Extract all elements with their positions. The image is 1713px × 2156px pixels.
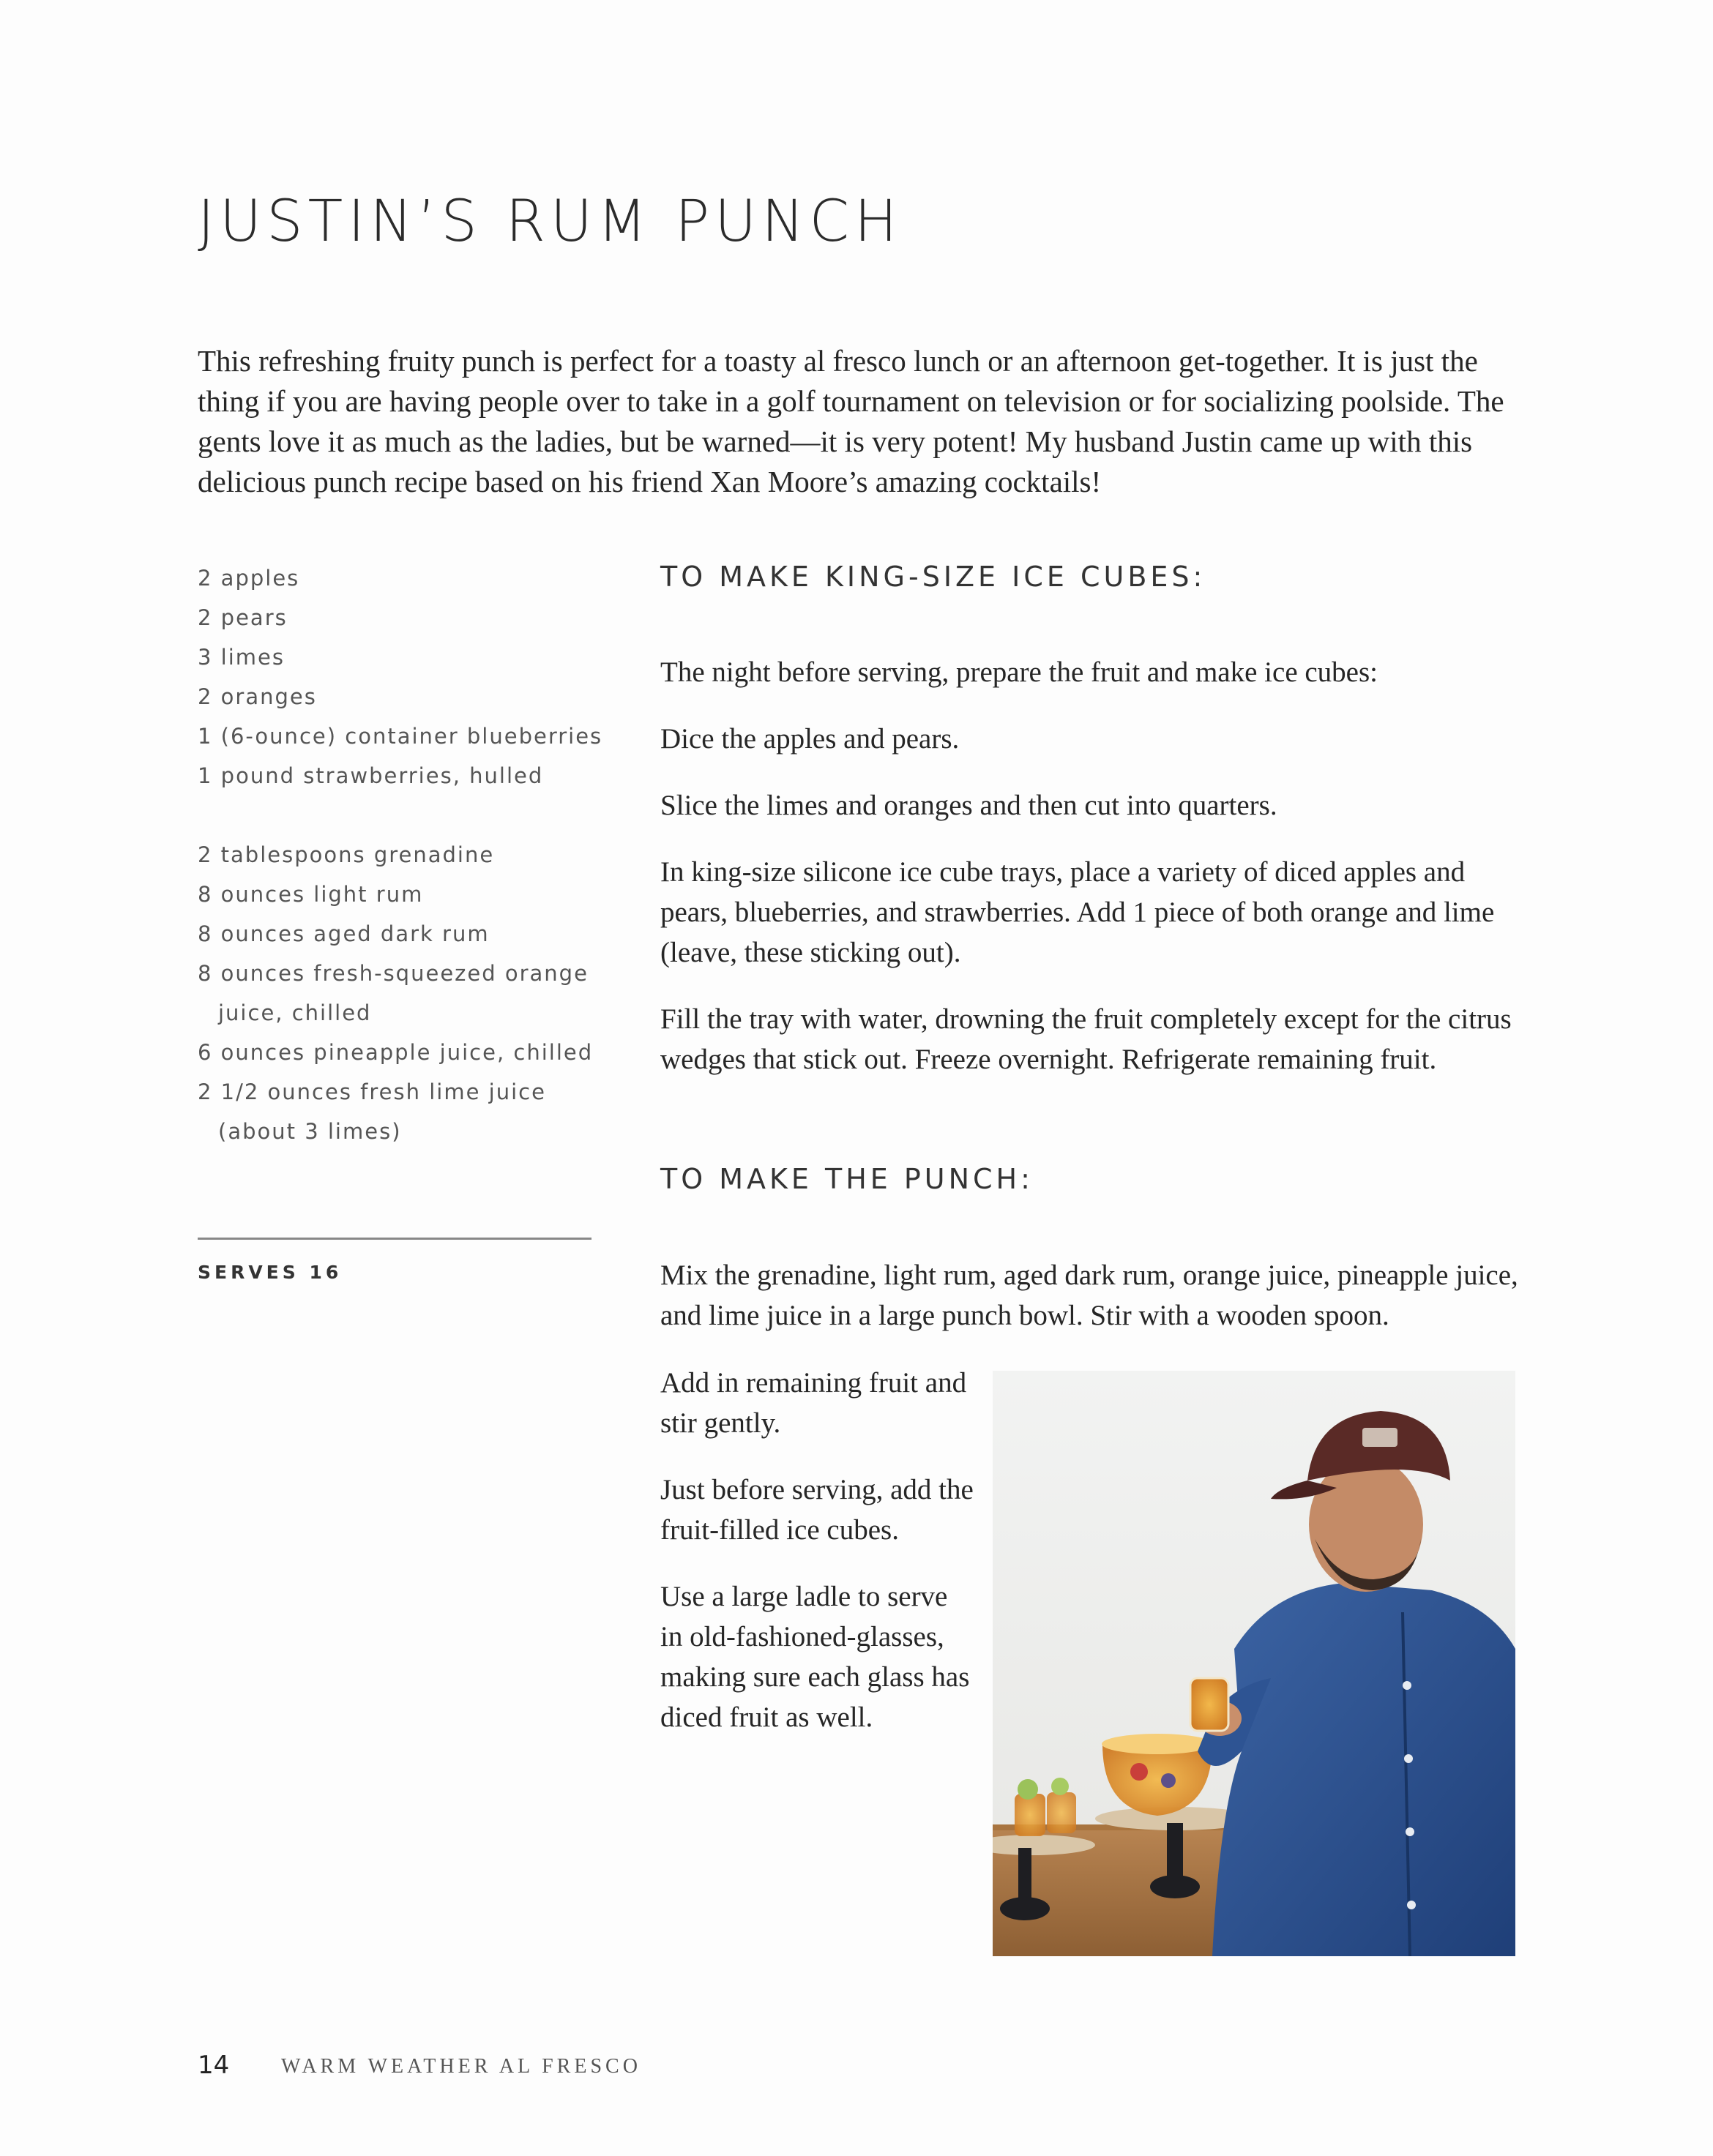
step-text: Mix the grenadine, light rum, aged dark rum, orange juice, pineapple juice, and lime juice in a large punch bowl. Stir with a wooden spoon.: [660, 1259, 1518, 1331]
ingredient-item: 1 (6-ounce) container blueberries: [198, 724, 603, 749]
recipe-intro: This refreshing fruity punch is perfect for a toasty al fresco lunch or an afternoon get-together. It is just the thing if you are having people over to take in a golf tournament on television or for socializing poolside. The gents love it as much as the ladies, but be warned—it is very potent! My husband Justin came up with this delicious punch recipe based on his friend Xan Moore’s amazing cocktails!: [198, 344, 1504, 498]
ingredients-liquid-group: [198, 835, 608, 1151]
punch-steps: [660, 1363, 975, 1764]
step-text: Just before serving, add the fruit-filled ice cubes.: [660, 1474, 974, 1546]
ingredient-item: 8 ounces fresh-squeezed orange juice, chilled: [198, 961, 589, 1025]
ingredient-item: 2 tablespoons grenadine: [198, 842, 495, 867]
step-text: Add in remaining fruit and stir gently.: [660, 1367, 967, 1439]
page-number: 14: [198, 2051, 230, 2080]
ingredient-item: 2 pears: [198, 605, 288, 630]
ingredient-item: 1 pound strawberries, hulled: [198, 763, 544, 788]
chapter-title: WARM WEATHER AL FRESCO: [281, 2055, 641, 2078]
ingredients-divider: [198, 1238, 591, 1240]
punch-intro-block: [660, 1255, 1524, 1362]
photo-man-with-punch: [993, 1371, 1515, 1956]
ingredient-item: 8 ounces light rum: [198, 882, 424, 907]
ingredient-item: 3 limes: [198, 645, 285, 670]
step-text: Use a large ladle to serve in old-fashioned-glasses, making sure each glass has diced fruit as well.: [660, 1581, 970, 1733]
serves-label: SERVES 16: [198, 1262, 343, 1283]
step-text: Slice the limes and oranges and then cut into quarters.: [660, 790, 1277, 821]
ingredient-item: 2 oranges: [198, 684, 317, 709]
ice-cubes-steps: [660, 652, 1524, 1106]
ingredient-item: 8 ounces aged dark rum: [198, 921, 490, 946]
ingredient-item: 6 ounces pineapple juice, chilled: [198, 1040, 594, 1065]
recipe-title: JUSTIN’S RUM PUNCH: [198, 189, 903, 255]
ingredients-fruit-group: [198, 558, 608, 796]
step-text: Fill the tray with water, drowning the fruit completely except for the citrus wedges that stick out. Freeze overnight. Refrigerate remaining fruit.: [660, 1003, 1512, 1075]
step-text: In king-size silicone ice cube trays, place a variety of diced apples and pears, blueberries, and strawberries. Add 1 piece of both orange and lime (leave, these sticking out).: [660, 856, 1495, 968]
ingredient-item: 2 1/2 ounces fresh lime juice (about 3 limes): [198, 1079, 546, 1144]
ingredient-item: 2 apples: [198, 566, 300, 591]
ice-cubes-heading: TO MAKE KING-SIZE ICE CUBES:: [660, 561, 1206, 593]
step-text: Dice the apples and pears.: [660, 723, 960, 755]
ingredients-list: [198, 558, 608, 1151]
punch-heading: TO MAKE THE PUNCH:: [660, 1163, 1034, 1195]
step-text: The night before serving, prepare the fruit and make ice cubes:: [660, 656, 1378, 688]
